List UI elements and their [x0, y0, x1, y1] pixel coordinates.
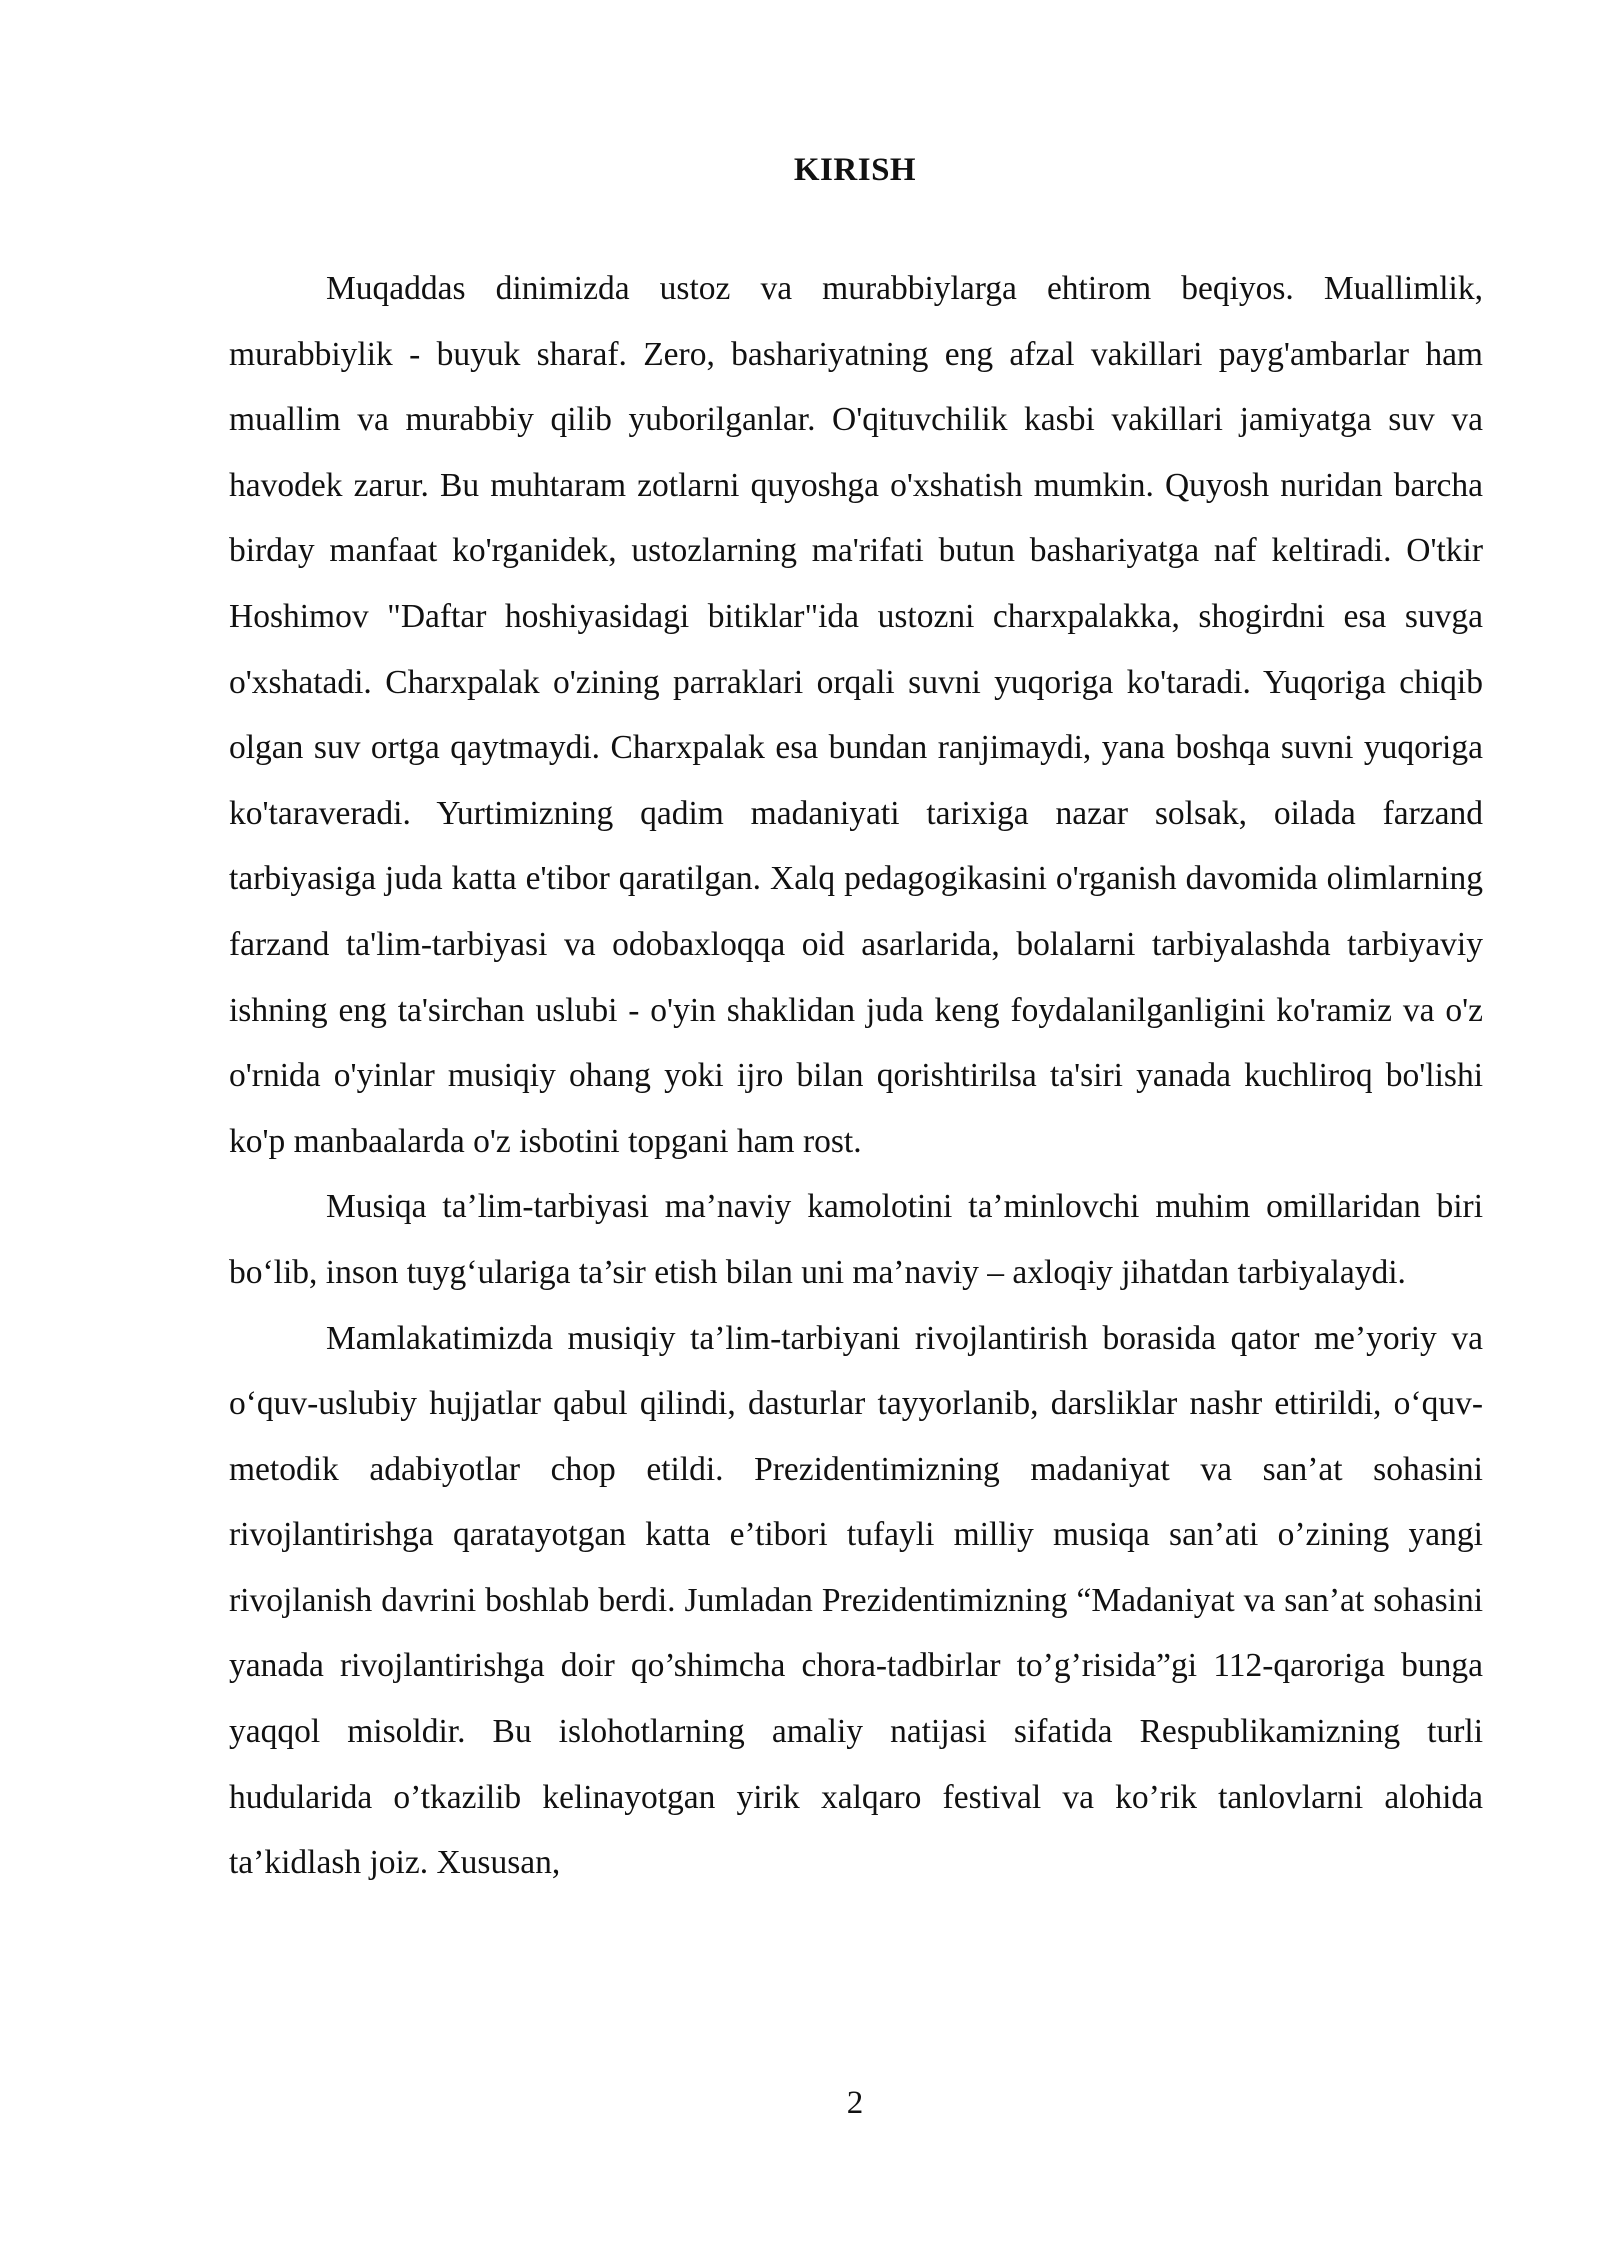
page-title: KIRISH	[793, 152, 917, 188]
document-body	[229, 256, 1483, 1896]
paragraph-music-education: Musiqa ta’lim-tarbiyasi ma’naviy kamolotini ta’minlovchi muhim omillaridan biri bo‘lib, inson tuyg‘ulariga ta’sir etish bilan uni ma’naviy – axloqiy jihatdan tarbiyalaydi.	[229, 1188, 1483, 1291]
paragraph-national-reforms: Mamlakatimizda musiqiy ta’lim-tarbiyani rivojlantirish borasida qator me’yoriy va o‘quv-uslubiy hujjatlar qabul qilindi, dasturlar tayyorlanib, darsliklar nashr ettirildi, o‘quv-metodik adabiyotlar chop etildi. Prezidentimizning madaniyat va san’at sohasini rivojlantirishga qaratayotgan katta e’tibori tufayli milliy musiqa san’ati o’zining yangi rivojlanish davrini boshlab berdi. Jumladan Prezidentimizning “Madaniyat va san’at sohasini yanada rivojlantirishga doir qo’shimcha chora-tadbirlar to’g’risida”gi 112-qaroriga bunga yaqqol misoldir. Bu islohotlarning amaliy natijasi sifatida Respublikamizning turli hudularida o’tkazilib kelinayotgan yirik xalqaro festival va ko’rik tanlovlarni alohida ta’kidlash joiz. Xususan,	[229, 1319, 1483, 1882]
page-number: 2	[846, 2085, 864, 2121]
paragraph-intro: Muqaddas dinimizda ustoz va murabbiylarga ehtirom beqiyos. Muallimlik, murabbiylik - buyuk sharaf. Zero, bashariyatning eng afzal vakillari payg'ambarlar ham muallim va murabbiy qilib yuborilganlar. O'qituvchilik kasbi vakillari jamiyatga suv va havodek zarur. Bu muhtaram zotlarni quyoshga o'xshatish mumkin. Quyosh nuridan barcha birday manfaat ko'rganidek, ustozlarning ma'rifati butun bashariyatga naf keltiradi. O'tkir Hoshimov "Daftar hoshiyasidagi bitiklar"ida ustozni charxpalakka, shogirdni esa suvga o'xshatadi. Charxpalak o'zining parraklari orqali suvni yuqoriga ko'taradi. Yuqoriga chiqib olgan suv ortga qaytmaydi. Charxpalak esa bundan ranjimaydi, yana boshqa suvni yuqoriga ko'taraveradi. Yurtimizning qadim madaniyati tarixiga nazar solsak, oilada farzand tarbiyasiga juda katta e'tibor qaratilgan. Xalq pedagogikasini o'rganish davomida olimlarning farzand ta'lim-tarbiyasi va odobaxloqqa oid asarlarida, bolalarni tarbiyalashda tarbiyaviy ishning eng ta'sirchan uslubi - o'yin shaklidan juda keng foydalanilganligini ko'ramiz va o'z o'rnida o'yinlar musiqiy ohang yoki ijro bilan qorishtirilsa ta'siri yanada kuchliroq bo'lishi ko'p manbaalarda o'z isbotini topgani ham rost.	[229, 270, 1483, 1160]
